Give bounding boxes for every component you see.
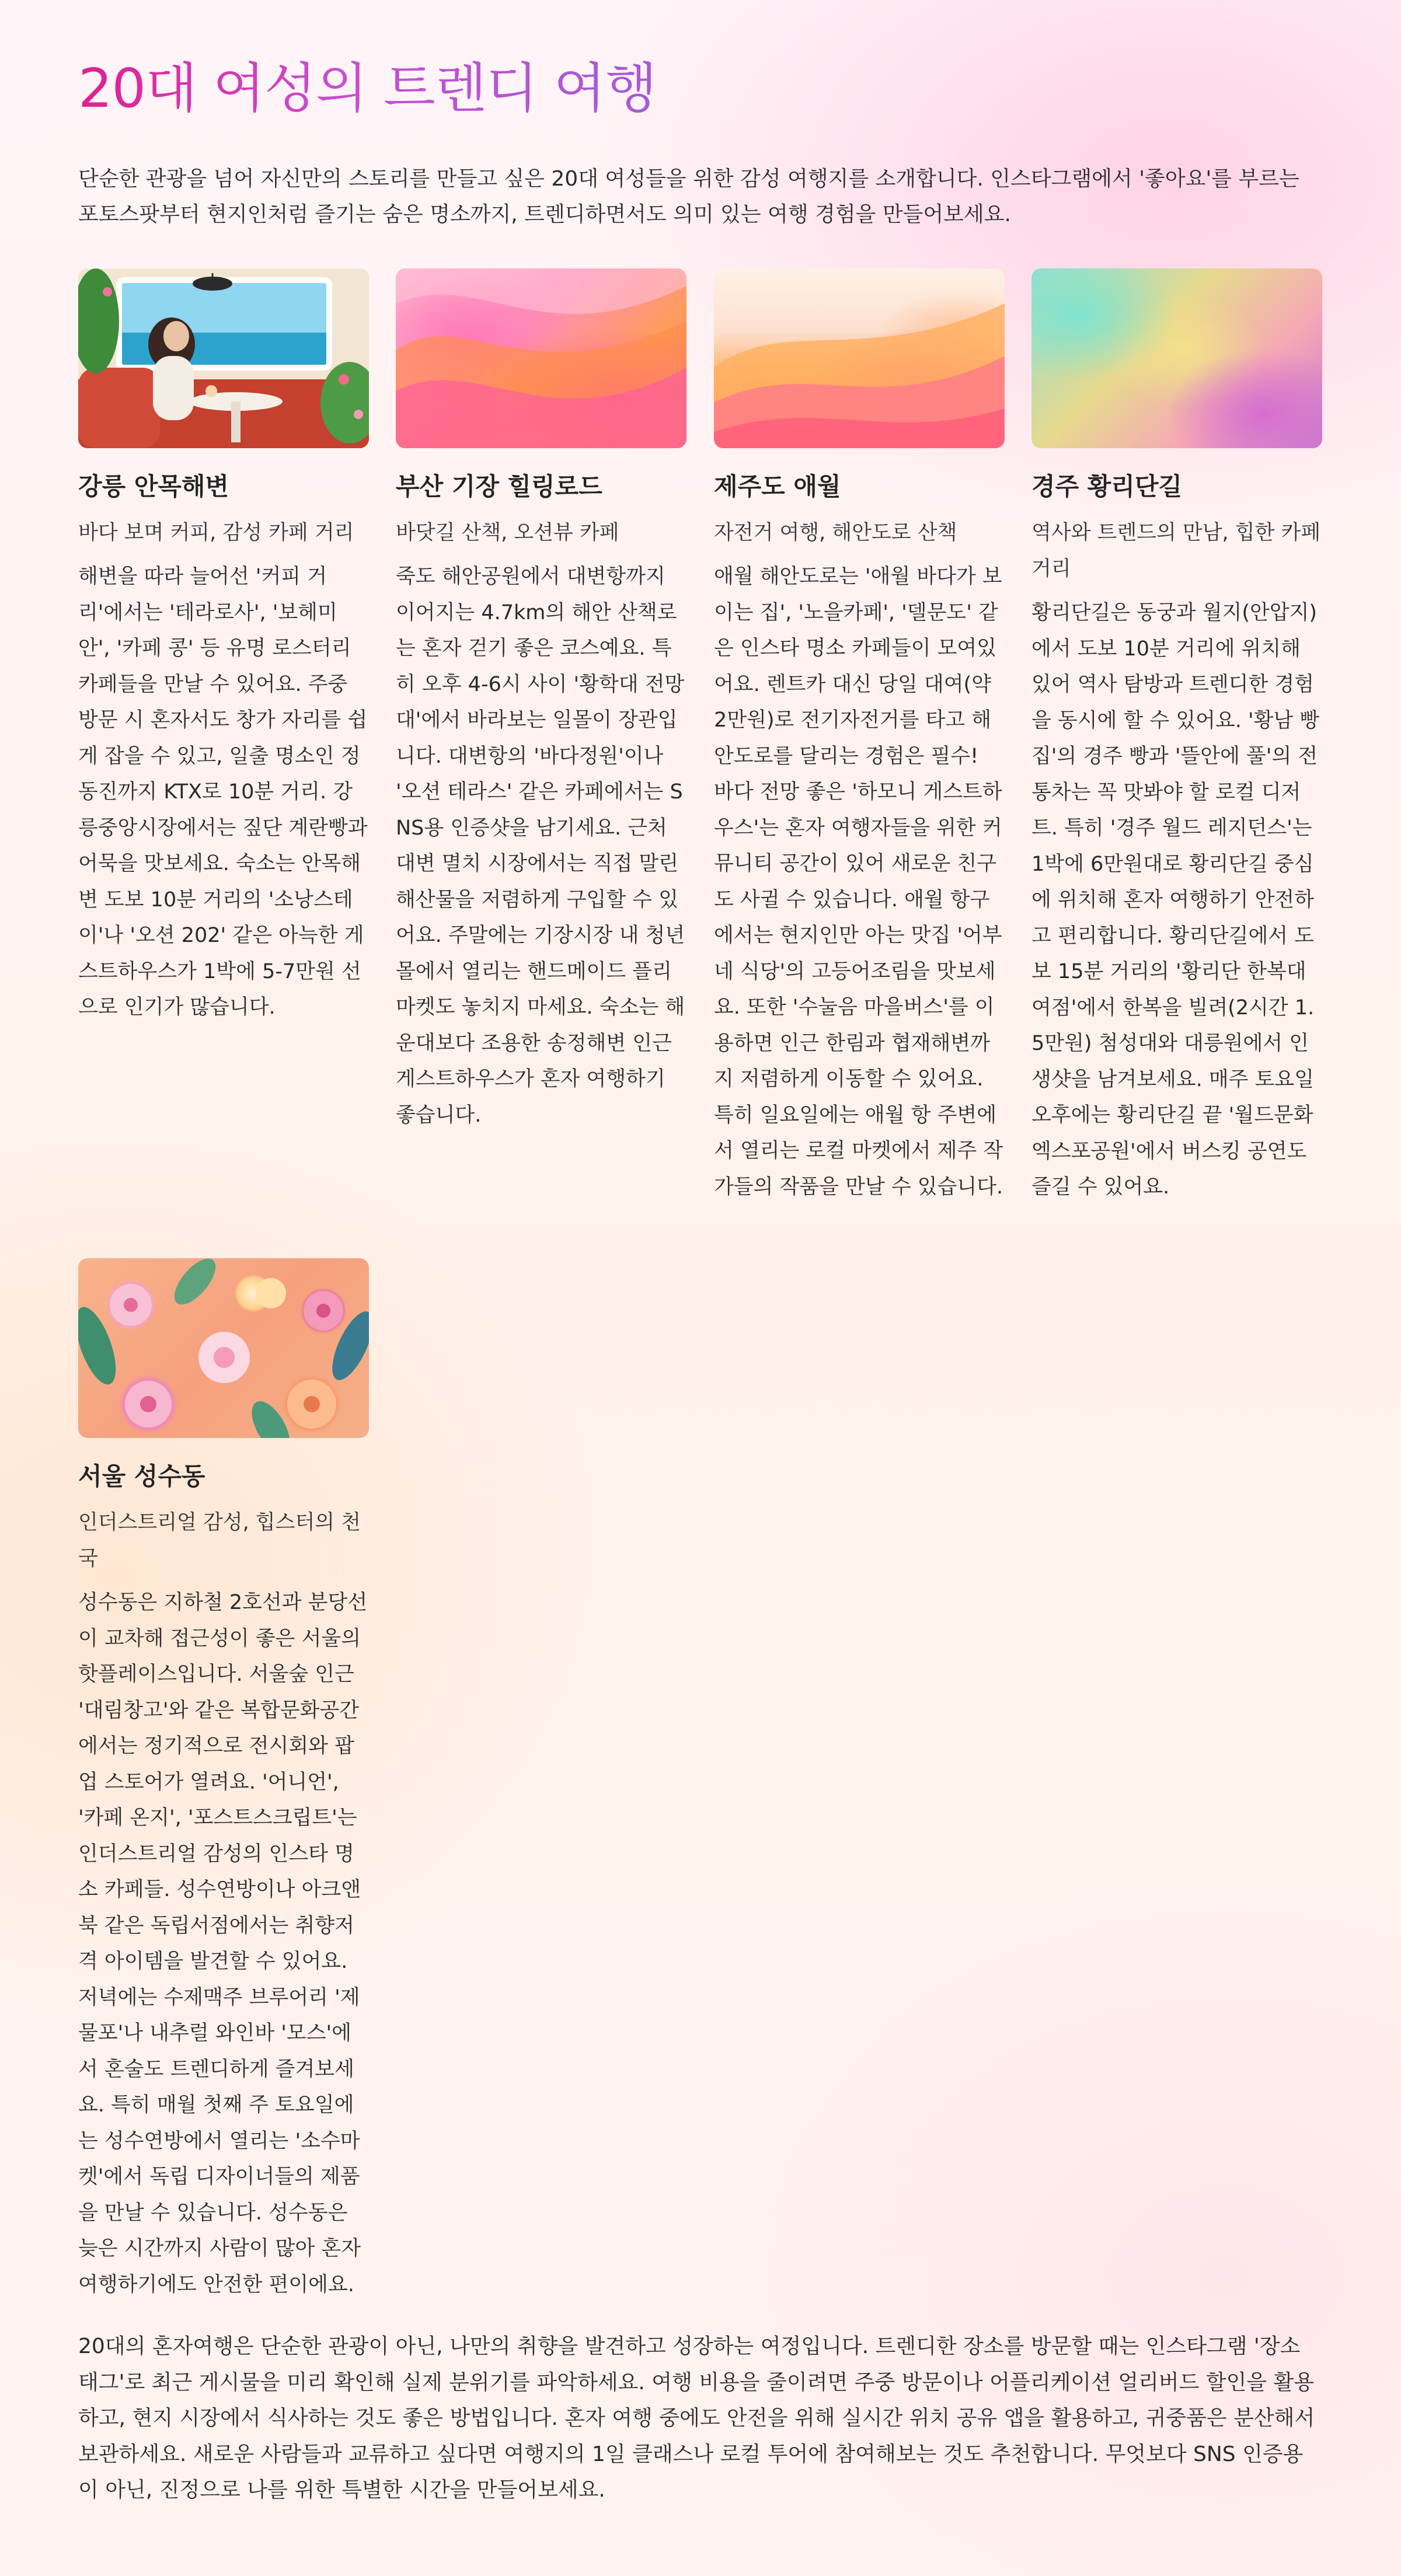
article: [78, 54, 1323, 232]
destination-card-seongsu: [78, 1258, 369, 2303]
destination-subtitle: 바닷길 산책, 오션뷰 카페: [396, 521, 619, 544]
destination-subtitle: 바다 보며 커피, 감성 카페 거리: [78, 521, 354, 544]
destination-card-jeju: [714, 268, 1005, 1205]
destination-subtitle: 자전거 여행, 해안도로 산책: [714, 521, 957, 544]
destination-card-gyeongju: [1031, 268, 1322, 1206]
destination-description: 죽도 해안공원에서 대변항까지 이어지는 4.7km의 해안 산책로는 혼자 걷기 좋은 코스예요. 특히 오후 4-6시 사이 '황학대 전망대'에서 바라보는 일몰이 장관입니다. 대변항의 '바다정원'이나 '오션 테라스' 같은 카페에서는 SNS용 인증샷을 남기세요. 근처 대변 멸치 시장에서는 직접 말린 해산물을 저렴하게 구입할 수 있어요. 주말에는 기장시장 내 청년몰에서 열리는 핸드메이드 플리마켓도 놓치지 마세요. 숙소는 해운대보다 조용한 송정해변 인근 게스트하우스가 혼자 여행하기 좋습니다.: [396, 565, 685, 1127]
destination-name: 서울 성수동: [78, 1462, 205, 1491]
intro-paragraph: 단순한 관광을 넘어 자신만의 스토리를 만들고 싶은 20대 여성들을 위한 감성 여행지를 소개합니다. 인스타그램에서 '좋아요'를 부르는 포토스팟부터 현지인처럼 즐기는 숨은 명소까지, 트렌디하면서도 의미 있는 여행 경험을 만들어보세요.: [78, 167, 1299, 226]
destination-description: 애월 해안도로는 '애월 바다가 보이는 집', '노을카페', '델문도' 같은 인스타 명소 카페들이 모여있어요. 렌트카 대신 당일 대여(약 2만원)로 전기자전거를 타고 해안도로를 달리는 경험은 필수! 바다 전망 좋은 '하모니 게스트하우스'는 혼자 여행자들을 위한 커뮤니티 공간이 있어 새로운 친구도 사귈 수 있습니다. 애월 항구에서는 현지인만 아는 맛집 '어부네 식당'의 고등어조림을 맛보세요. 또한 '수눌음 마을버스'를 이용하면 인근 한림과 협재해변까지 저렴하게 이동할 수 있어요. 특히 일요일에는 애월 항 주변에서 열리는 로컬 마켓에서 제주 작가들의 작품을 만날 수 있습니다.: [714, 565, 1003, 1199]
closing-paragraph: 20대의 혼자여행은 단순한 관광이 아닌, 나만의 취향을 발견하고 성장하는 여정입니다. 트렌디한 장소를 방문할 때는 인스타그램 '장소 태그'로 최근 게시물을 미리 확인해 실제 분위기를 파악하세요. 여행 비용을 줄이려면 주중 방문이나 어플리케이션 얼리버드 할인을 활용하고, 현지 시장에서 식사하는 것도 좋은 방법입니다. 혼자 여행 중에도 안전을 위해 실시간 위치 공유 앱을 활용하고, 귀중품은 분산해서 보관하세요. 새로운 사람들과 교류하고 싶다면 여행지의 1일 클래스나 로컬 투어에 참여해보는 것도 추천합니다. 무엇보다 SNS 인증용이 아닌, 진정으로 나를 위한 특별한 시간을 만들어보세요.: [78, 2334, 1315, 2502]
destination-subtitle: 역사와 트렌드의 만남, 힙한 카페 거리: [1031, 521, 1321, 581]
destination-card-gangneung: [78, 268, 369, 1026]
seongsu-floral-image: [78, 1258, 369, 1438]
destination-name: 강릉 안목해변: [78, 472, 229, 501]
gangneung-cafe-image: [78, 268, 369, 448]
busan-wave-image: [396, 268, 686, 448]
page-title: 20대 여성의 트렌디 여행: [78, 54, 657, 124]
destination-description: 황리단길은 동궁과 월지(안압지)에서 도보 10분 거리에 위치해 있어 역사 탐방과 트렌디한 경험을 동시에 할 수 있어요. '황남 빵집'의 경주 빵과 '뜰안에 풀'의 전통차는 꼭 맛봐야 할 로컬 디저트. 특히 '경주 월드 레지던스'는 1박에 6만원대로 황리단길 중심에 위치해 혼자 여행하기 안전하고 편리합니다. 황리단길에서 도보 15분 거리의 '황리단 한복대여점'에서 한복을 빌려(2시간 1.5만원) 첨성대와 대릉원에서 인생샷을 남겨보세요. 매주 토요일 오후에는 황리단길 끝 '월드문화엑스포공원'에서 버스킹 공연도 즐길 수 있어요.: [1031, 601, 1320, 1199]
destination-name: 경주 황리단길: [1031, 472, 1183, 501]
destination-card-busan: [396, 268, 686, 1133]
gyeongju-pastel-image: [1031, 268, 1322, 448]
destination-subtitle: 인더스트리얼 감성, 힙스터의 천국: [78, 1511, 361, 1570]
destination-name: 제주도 애월: [714, 472, 841, 501]
destination-description: 해변을 따라 늘어선 '커피 거리'에서는 '테라로사', '보헤미안', '카페 콩' 등 유명 로스터리 카페들을 만날 수 있어요. 주중 방문 시 혼자서도 창가 자리를 쉽게 잡을 수 있고, 일출 명소인 정동진까지 KTX로 10분 거리. 강릉중앙시장에서는 짚단 계란빵과 어묵을 맛보세요. 숙소는 안목해변 도보 10분 거리의 '소낭스테이'나 '오션 202' 같은 아늑한 게스트하우스가 1박에 5-7만원 선으로 인기가 많습니다.: [78, 565, 368, 1019]
destination-name: 부산 기장 힐링로드: [396, 472, 602, 501]
jeju-wave-image: [714, 268, 1005, 448]
destination-description: 성수동은 지하철 2호선과 분당선이 교차해 접근성이 좋은 서울의 핫플레이스입니다. 서울숲 인근 '대림창고'와 같은 복합문화공간에서는 정기적으로 전시회와 팝업 스토어가 열려요. '어니언', '카페 온지', '포스트스크립트'는 인더스트리얼 감성의 인스타 명소 카페들. 성수연방이나 아크앤북 같은 독립서점에서는 취향저격 아이템을 발견할 수 있어요. 저녁에는 수제맥주 브루어리 '제물포'나 내추럴 와인바 '모스'에서 혼술도 트렌디하게 즐겨보세요. 특히 매월 첫째 주 토요일에는 성수연방에서 열리는 '소수마켓'에서 독립 디자이너들의 제품을 만날 수 있습니다. 성수동은 늦은 시간까지 사람이 많아 혼자 여행하기에도 안전한 편이에요.: [78, 1591, 368, 2296]
